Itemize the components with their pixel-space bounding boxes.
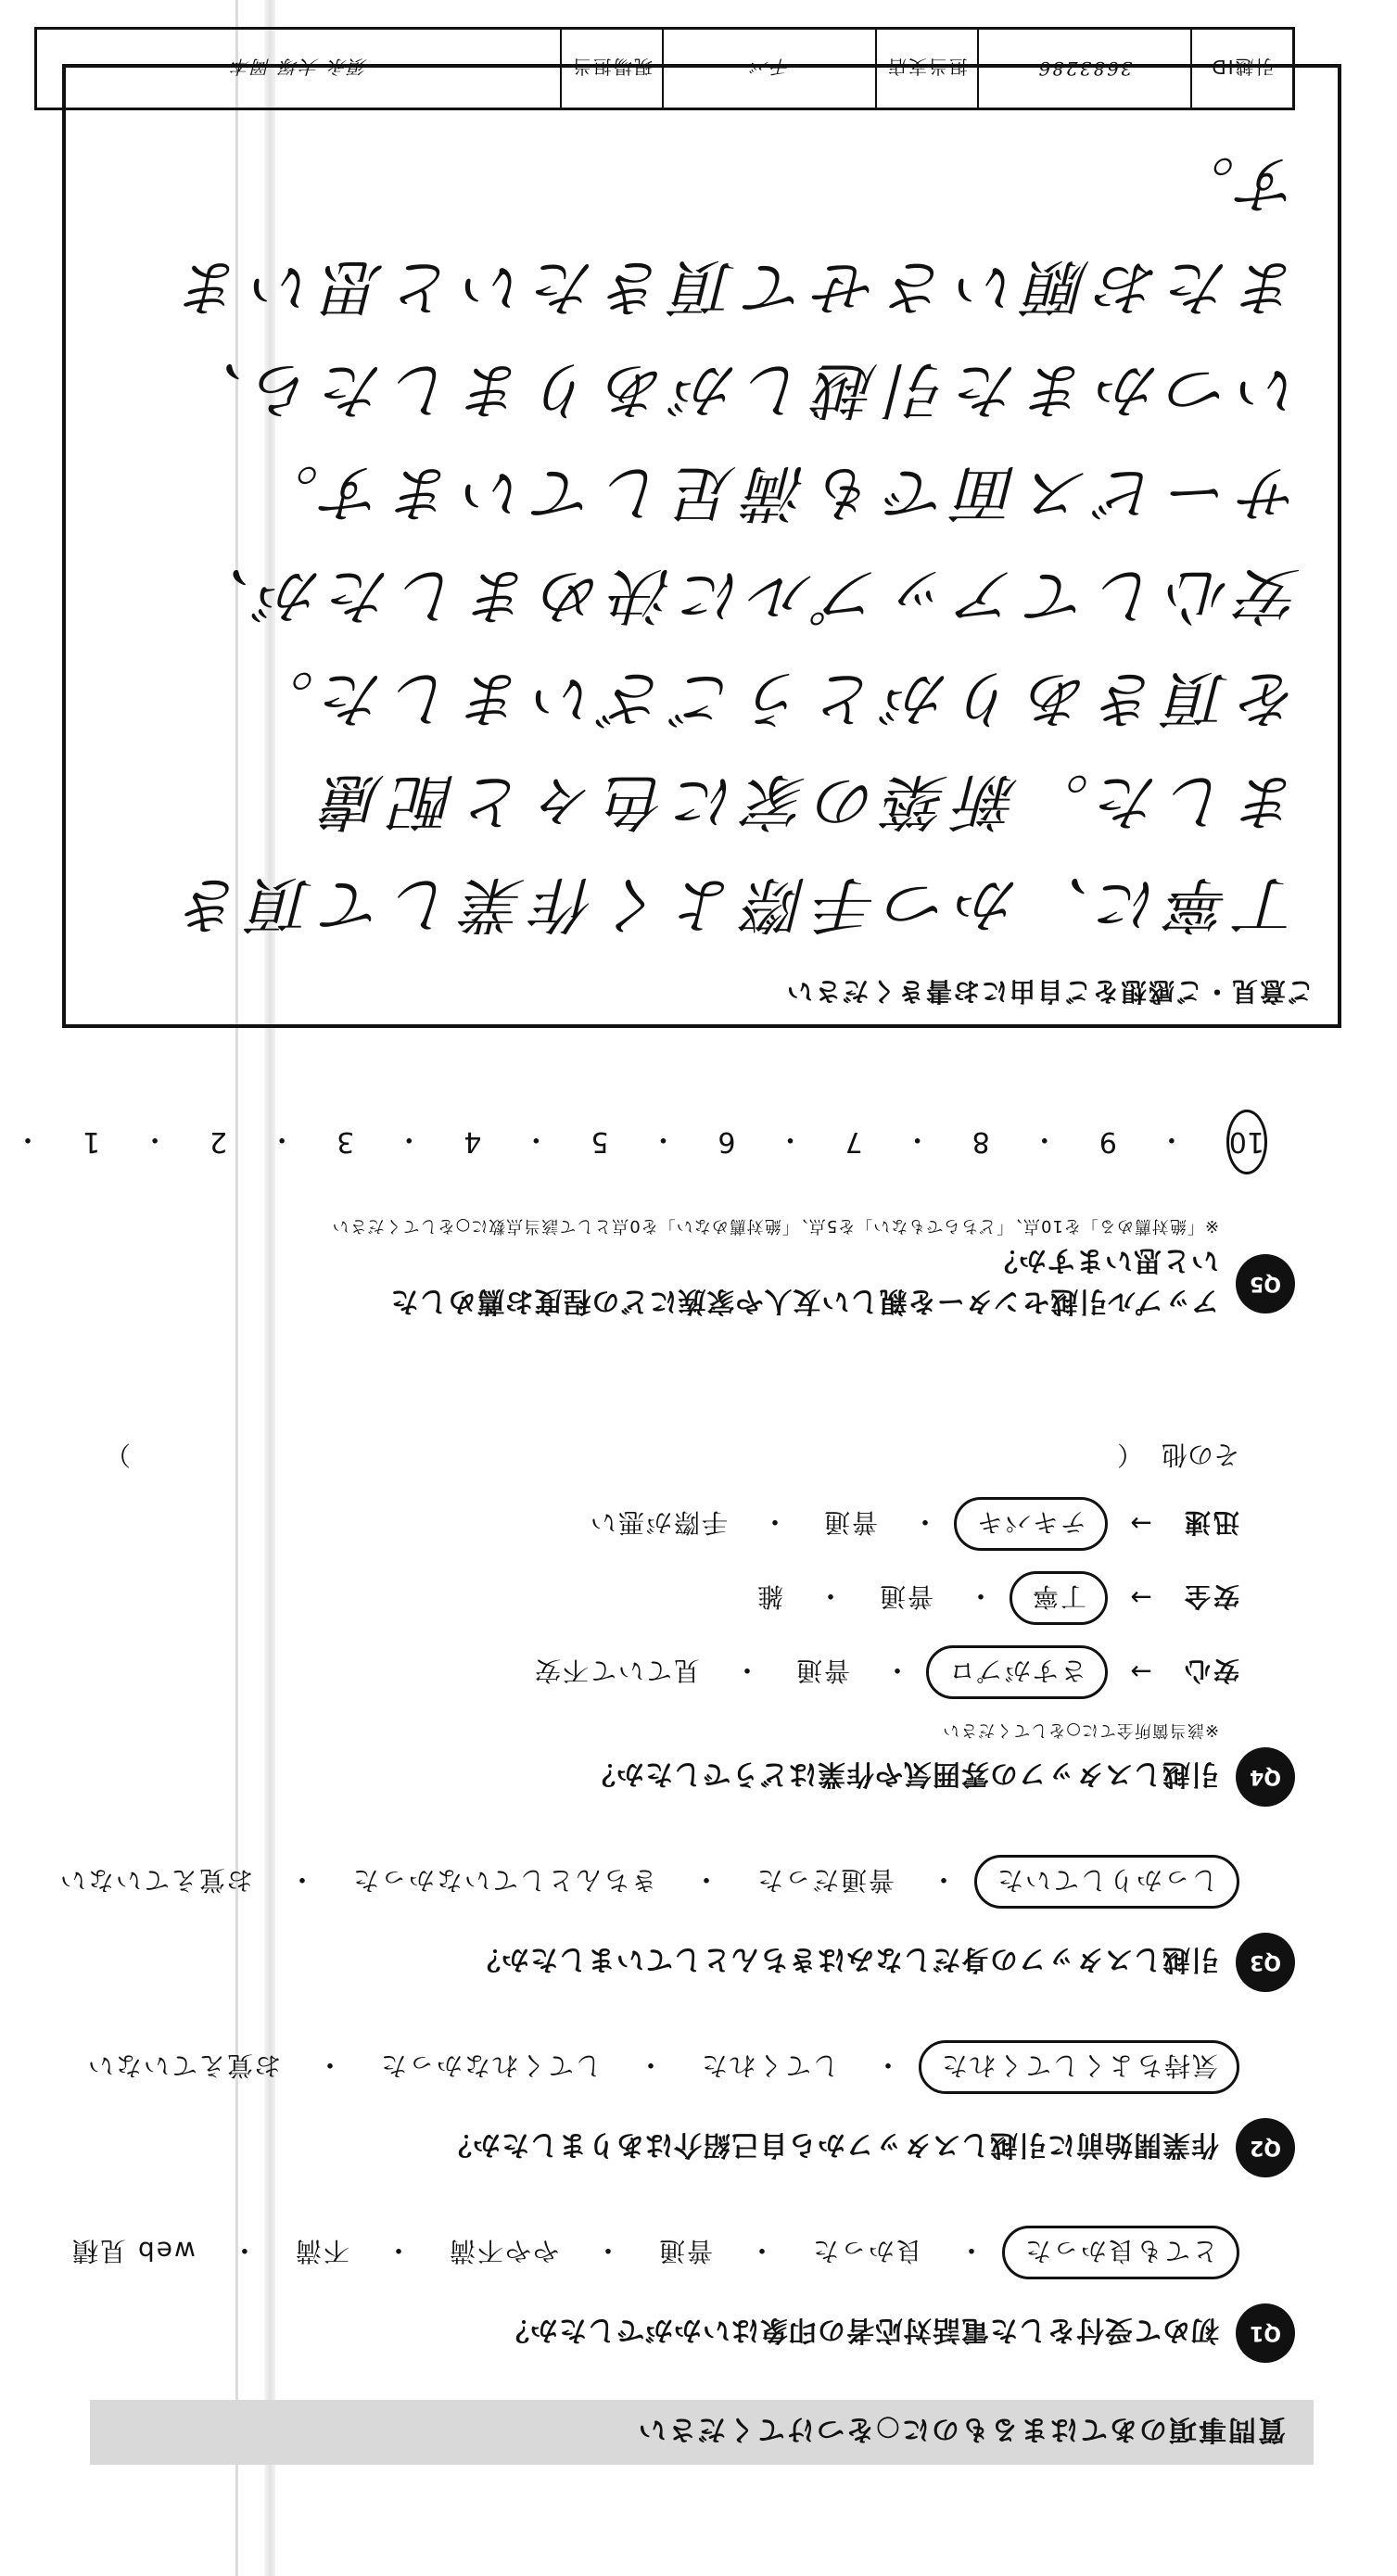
scale-option[interactable]: 6 <box>718 1125 736 1159</box>
branch-label: 担当支店 <box>875 30 977 108</box>
id-table <box>34 27 1295 110</box>
q2-option[interactable]: してくれなかった <box>378 2050 602 2081</box>
q4-row-anshin: 安心 → さすがプロ ・ 普通 ・ 見ていて不安 <box>62 1645 1239 1699</box>
id-label: 引越ID <box>1190 30 1292 108</box>
scale-option[interactable]: 4 <box>464 1125 482 1159</box>
q4-row-label: 安全 <box>1181 1581 1239 1612</box>
question-q1: Q1 初めて受付をした電話対応者の印象はいかがでしたか？ とても良かった ・ 良かった ・ 普通 ・ やや不満 ・ 不満 ・ web 見積 <box>62 2226 1295 2363</box>
q5-badge: Q5 <box>1236 1254 1295 1313</box>
leader-value: 須永 大塚 岡本 <box>229 56 368 79</box>
q4-option[interactable]: 手際が悪い <box>588 1507 728 1538</box>
scale-option[interactable]: 9 <box>1099 1125 1117 1159</box>
comments-box[interactable] <box>62 64 1341 1028</box>
question-q3: Q3 引越しスタッフの身だしなみはきちんとしていましたか？ しっかりしていた ・ 普通だった ・ きちんとしていなかった ・ お覚えていない <box>62 1855 1295 1992</box>
q2-option[interactable]: してくれた <box>699 2050 839 2081</box>
q4-option[interactable]: 普通 <box>821 1507 878 1538</box>
scale-option[interactable]: 8 <box>972 1125 990 1159</box>
scale-option[interactable]: 1 <box>82 1125 101 1159</box>
close-paren: ） <box>104 1440 131 1470</box>
q3-option[interactable]: 普通だった <box>755 1865 895 1896</box>
q4-option[interactable]: 雑 <box>755 1581 783 1612</box>
arrow-icon: → <box>1130 1508 1152 1540</box>
q4-row-label: 安心 <box>1181 1656 1239 1686</box>
q4-option[interactable]: 丁寧 <box>1010 1571 1108 1625</box>
q1-text: 初めて受付をした電話対応者の印象はいかがでしたか？ <box>501 2314 1219 2346</box>
q1-option[interactable]: やや不満 <box>447 2236 559 2266</box>
id-value: 3683286 <box>977 30 1190 108</box>
q4-row-jinsoku: 迅速 → テキパキ ・ 普通 ・ 手際が悪い <box>62 1497 1239 1551</box>
q2-text: 作業開始前に引越しスタッフから自己紹介はありましたか？ <box>443 2128 1219 2161</box>
question-q2: Q2 作業開始前に引越しスタッフから自己紹介はありましたか？ 気持ちよくしてくれた ・ してくれた ・ してくれなかった ・ お覚えていない <box>62 2040 1295 2177</box>
scale-option[interactable]: 5 <box>591 1125 609 1159</box>
q2-badge: Q2 <box>1236 2118 1295 2177</box>
q4-option[interactable]: 普通 <box>794 1656 850 1686</box>
comments-title: ご意見・ご感想をご自由にお書きください <box>784 976 1314 1007</box>
q5-note: ※「絶対薦める」を10点、「どちらでもない」を5点、「絶対薦めない」を0点として該当点数に○をしてください <box>331 1216 1219 1236</box>
q4-text: 引越しスタッフの雰囲気や作業はどうでしたか？ <box>587 1758 1219 1790</box>
arrow-icon: → <box>1130 1582 1152 1614</box>
q3-option[interactable]: しっかりしていた <box>974 1855 1239 1909</box>
q4-option[interactable]: テキパキ <box>954 1497 1108 1551</box>
q2-option[interactable]: 気持ちよくしてくれた <box>919 2040 1239 2094</box>
survey-banner: 質問事項のあてはまるものに○をつけてください <box>90 2400 1314 2465</box>
q5-scale: 10 ・ 9 ・ 8 ・ 7 ・ 6 ・ 5 ・ 4 ・ 3 ・ 2 ・ 1 ・ <box>62 1110 1267 1174</box>
scale-option[interactable]: 10 <box>1226 1110 1267 1174</box>
q4-row-label: 迅速 <box>1181 1507 1239 1538</box>
q4-note: ※該当箇所全てに○をしてください <box>942 1720 1219 1740</box>
q2-option[interactable]: お覚えていない <box>85 2050 281 2081</box>
q4-other-label: その他 <box>1161 1440 1239 1470</box>
q1-option[interactable]: とても良かった <box>1002 2226 1239 2279</box>
q4-other <box>62 1438 1239 1475</box>
q4-option[interactable]: さすがプロ <box>926 1645 1108 1699</box>
q4-option[interactable]: 見ていて不安 <box>532 1656 700 1686</box>
q4-option[interactable]: 普通 <box>877 1581 933 1612</box>
q1-option[interactable]: 良かった <box>810 2236 922 2266</box>
scale-option[interactable]: 3 <box>337 1125 355 1159</box>
q1-option[interactable]: 普通 <box>656 2236 713 2266</box>
q1-option[interactable]: web 見積 <box>70 2236 196 2266</box>
scale-option[interactable]: 7 <box>845 1125 863 1159</box>
comments-text: 丁寧に、かつ手際よく作業して頂き ました。新築の家に色々と配慮 を頂きありがとうございました。 安心してアップルに決めましたが、 サービス面でも満足しています。 いつかまた引越しがありましたら、 またお願いさせて頂きたいと思います。 <box>173 148 1301 940</box>
open-paren: （ <box>1116 1440 1143 1470</box>
q3-option[interactable]: お覚えていない <box>57 1865 253 1896</box>
scale-option[interactable]: 2 <box>210 1125 228 1159</box>
q3-option[interactable]: きちんとしていなかった <box>350 1865 657 1896</box>
arrow-icon: → <box>1130 1656 1152 1688</box>
question-q5 <box>13 1110 1295 1325</box>
q3-badge: Q3 <box>1236 1933 1295 1992</box>
branch-value: 千バ <box>662 30 875 108</box>
q4-badge: Q4 <box>1236 1747 1295 1807</box>
q1-option[interactable]: 不満 <box>293 2236 349 2266</box>
q4-row-anzen: 安全 → 丁寧 ・ 普通 ・ 雑 <box>62 1571 1239 1625</box>
leader-label: 現場担当 <box>560 30 662 108</box>
q3-text: 引越しスタッフの身だしなみはきちんとしていましたか？ <box>472 1943 1219 1975</box>
q5-text: アップル引越センターを親しい友人や家族にどの程度お薦めしたいと思いますか？ <box>389 1244 1219 1317</box>
question-q4 <box>62 1438 1295 1807</box>
q1-badge: Q1 <box>1236 2303 1295 2363</box>
